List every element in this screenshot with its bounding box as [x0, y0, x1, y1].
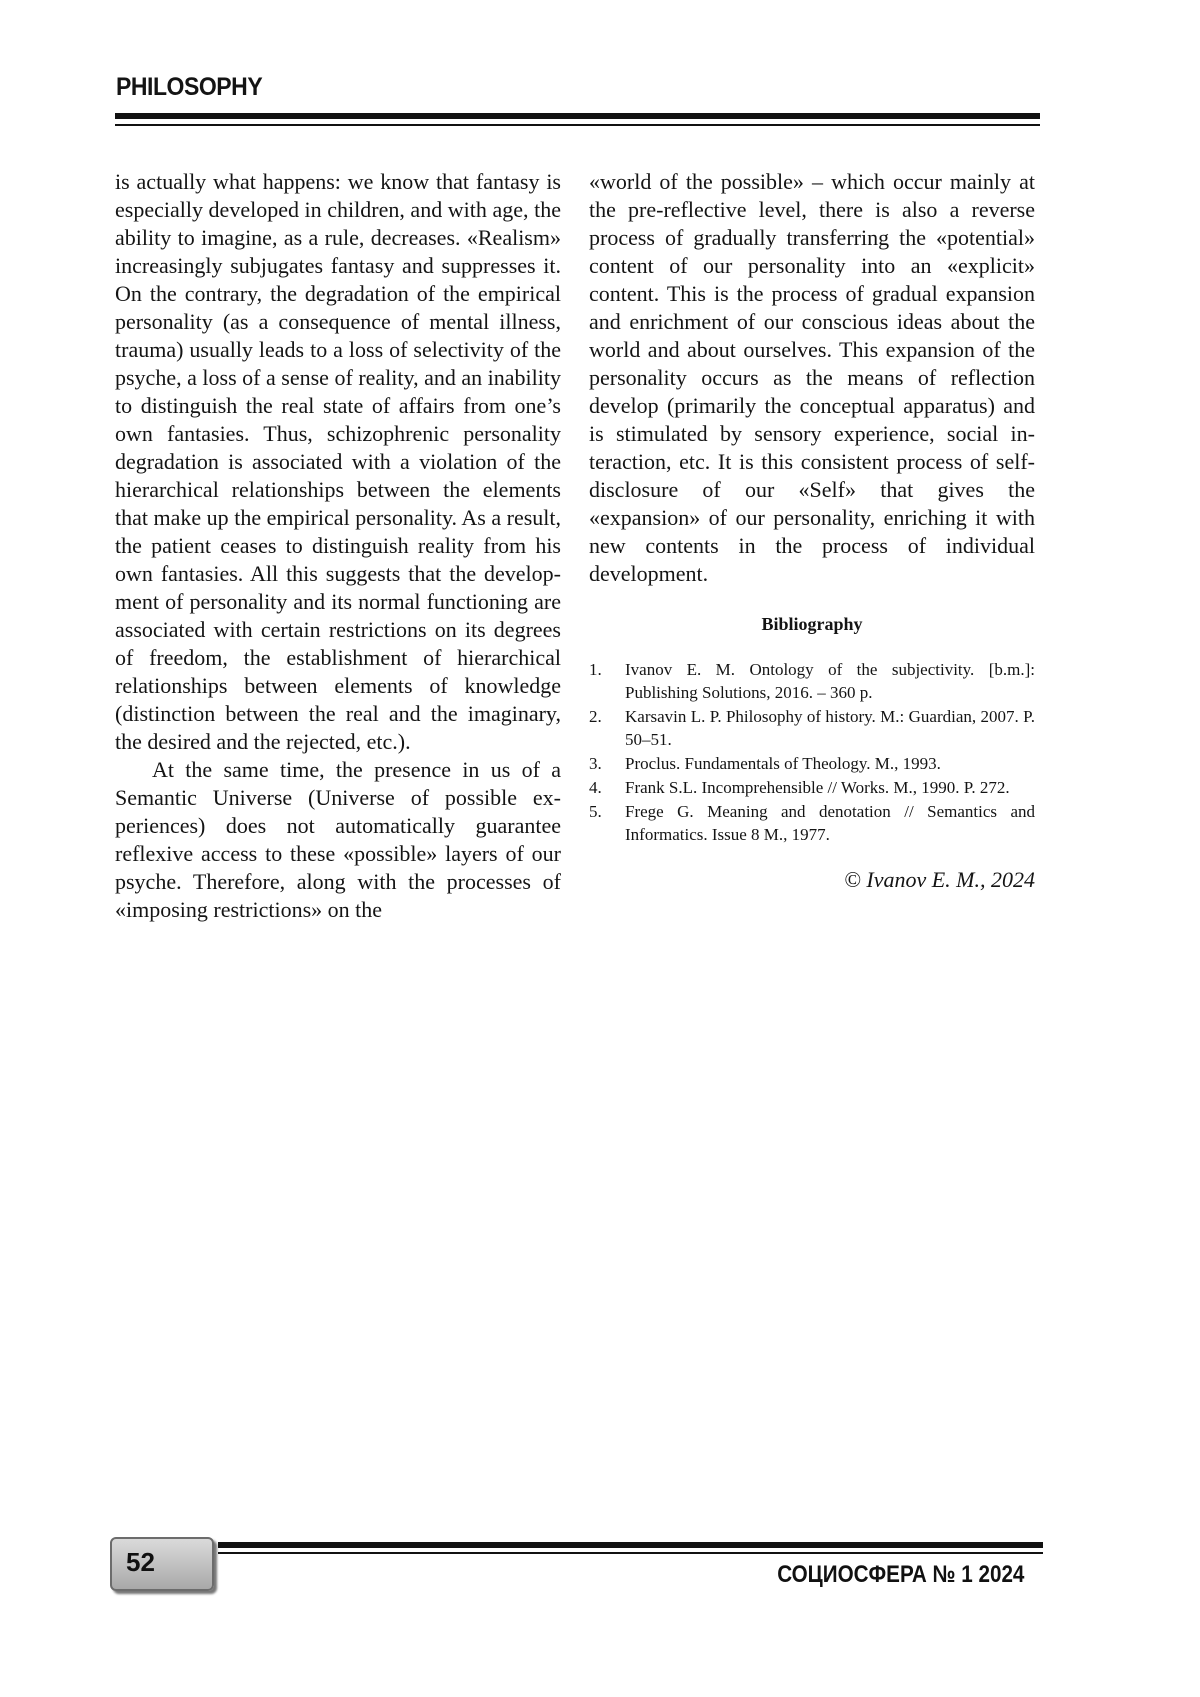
bibliography-item	[589, 800, 1035, 846]
header-rule-thick	[115, 113, 1040, 119]
item-number: 1.	[589, 660, 602, 679]
bibliography-item	[589, 752, 1035, 775]
item-text: Frege G. Meaning and denotation // Semantics and Informatics. Issue 8 M., 1977.	[625, 802, 1035, 844]
right-column	[589, 168, 1035, 894]
item-text: Ivanov E. M. Ontology of the subjectivity. [b.m.]: Publishing Solutions, 2016. – 360 p.	[625, 660, 1035, 702]
item-number: 4.	[589, 778, 602, 797]
page-number-tab	[110, 1537, 214, 1591]
bibliography-item	[589, 776, 1035, 799]
journal-name: СОЦИОСФЕРА № 1 2024	[776, 1561, 1024, 1588]
footer-rule-thick	[218, 1542, 1043, 1548]
page-number: 52	[126, 1547, 155, 1577]
copyright-notice: © Ivanov E. M., 2024	[844, 867, 1035, 892]
item-number: 5.	[589, 802, 602, 821]
left-column	[115, 168, 561, 924]
item-number: 2.	[589, 707, 602, 726]
bibliography-heading: Bibliography	[761, 614, 863, 634]
header-rule-thin	[115, 124, 1040, 126]
body-paragraph: is actually what happens: we know that fantasy is especially developed in children, and with age, the ability to imagine, as a rule, decreases. «Realism» increasingly subjugates fantasy and suppresses it. On the contrary, the degradation of the empirical personality (as a consequence of mental illness, trauma) usually leads to a loss of selectivity of the psyche, a loss of a sense of reality, and an inability to distinguish the real state of affairs from one’s own fantasies. Thus, schizophrenic personality degradation is associated with a violation of the hierarchical relationships between the elements that make up the empirical personality. As a result, the patient ceases to distinguish reality from his own fantasies. All this suggests that the development of personality and its normal functioning are associated with certain restrictions on its degrees of freedom, the establishment of hierarchical relationships between elements of knowledge (distinction between the real and the imaginary, the desired and the rejected, etc.).	[115, 169, 561, 754]
section-title: PHILOSOPHY	[116, 73, 263, 101]
item-number: 3.	[589, 754, 602, 773]
body-paragraph: «world of the possible» – which occur mainly at the pre-reflective level, there is also a reverse process of gradually transferring the «potential» content of our personality into an «explicit» content. This is the process of gradual expansion and enrichment of our conscious ideas about the world and about ourselves. This expansion of the personality occurs as the means of reflection develop (primarily the conceptual apparatus) and is stimulated by sensory experience, social interaction, etc. It is this consistent process of self-disclosure of our «Self» that gives the «expansion» of our personality, enriching it with new contents in the process of individual development.	[589, 169, 1035, 586]
item-text: Karsavin L. P. Philosophy of history. M.: Guardian, 2007. P. 50–51.	[625, 707, 1035, 749]
item-text: Frank S.L. Incomprehensible // Works. M., 1990. P. 272.	[625, 778, 1010, 797]
bibliography-list	[589, 658, 1035, 846]
bibliography-item	[589, 658, 1035, 704]
bibliography-item	[589, 705, 1035, 751]
footer-rule-thin	[218, 1552, 1043, 1554]
item-text: Proclus. Fundamentals of Theology. M., 1993.	[625, 754, 941, 773]
body-paragraph: At the same time, the presence in us of a Semantic Universe (Universe of possible experiences) does not automatically guarantee reflexive access to these «possible» layers of our psyche. Therefore, along with the processes of «imposing restrictions» on the	[115, 757, 561, 922]
